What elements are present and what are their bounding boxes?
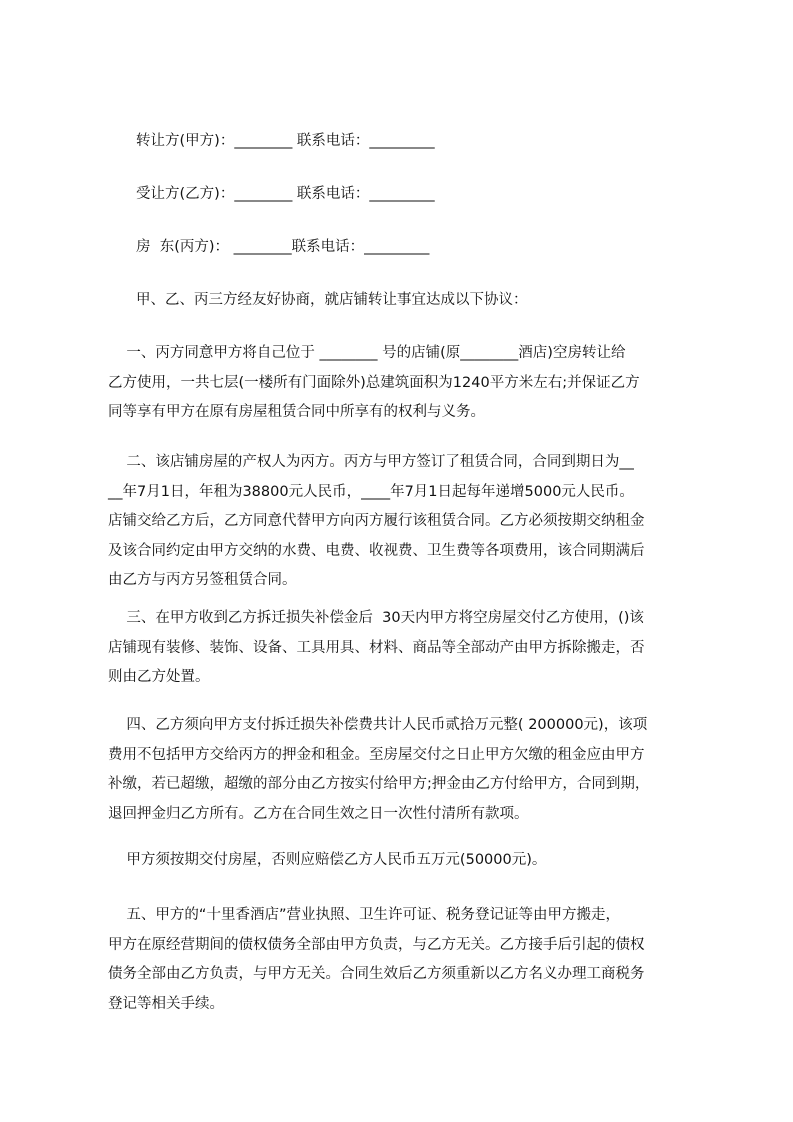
clause-1-line: 乙方使用，一共七层(一楼所有门面除外)总建筑面积为1240平方米左右;并保证乙方 (108, 374, 640, 391)
clause-2-line: 及该合同约定由甲方交纳的水费、电费、收视费、卫生费等各项费用，该合同期满后 (108, 542, 645, 559)
clause-4-line: 退回押金归乙方所有。乙方在合同生效之日一次性付清所有款项。 (108, 805, 529, 822)
clause-3-line: 三、在甲方收到乙方拆迁损失补偿金后 30天内甲方将空房屋交付乙方使用，()该 (108, 610, 644, 626)
clause-4-line: 四、乙方须向甲方支付拆迁损失补偿费共计人民币贰拾万元整( 200000元)，该项 (108, 717, 648, 733)
clause-2-line: 二、该店铺房屋的产权人为丙方。丙方与甲方签订了租赁合同，合同到期日为__ (108, 454, 634, 470)
clause-4-line: 补缴，若已超缴，超缴的部分由乙方按实付给甲方;押金由乙方付给甲方，合同到期， (108, 776, 650, 792)
transferor-line: 转让方(甲方)：________ 联系电话：_________ (136, 133, 435, 149)
transferee-line: 受让方(乙方)：________ 联系电话：_________ (136, 186, 435, 202)
clause-4-line: 费用不包括甲方交给丙方的押金和租金。至房屋交付之日止甲方欠缴的租金应由甲方 (108, 746, 645, 763)
clause-5-line: 登记等相关手续。 (108, 995, 224, 1012)
clause-2-line: 店铺交给乙方后，乙方同意代替甲方向丙方履行该租赁合同。乙方必须按期交纳租金 (108, 513, 645, 529)
clause-5 (108, 901, 698, 1019)
clause-3-line: 店铺现有装修、装饰、设备、工具用具、材料、商品等全部动产由甲方拆除搬走，否 (108, 639, 645, 656)
clause-2-line: 由乙方与丙方另签租赁合同。 (108, 572, 297, 588)
clause-3 (108, 604, 698, 693)
clause-1-line: 同等享有甲方在原有房屋租赁合同中所享有的权利与义务。 (108, 404, 485, 420)
intro-line: 甲、乙、丙三方经友好协商，就店铺转让事宜达成以下协议： (136, 292, 528, 308)
clause-2-line: __年7月1日，年租为38800元人民币，____年7月1日起每年递增5000元人民币。 (108, 483, 634, 500)
clause-4 (108, 711, 698, 829)
clause-5-line: 债务全部由乙方负责，与甲方无关。合同生效后乙方须重新以乙方名义办理工商税务 (108, 966, 645, 982)
clause-5-line: 甲方在原经营期间的债权债务全部由甲方负责，与乙方无关。乙方接手后引起的债权 (108, 936, 645, 953)
clause-4-penalty-line: 甲方须按期交付房屋，否则应赔偿乙方人民币五万元(50000元)。 (108, 852, 547, 868)
clause-3-line: 则由乙方处置。 (108, 669, 210, 685)
clause-1 (108, 339, 698, 428)
clause-1-line: 一、丙方同意甲方将自己位于 ________ 号的店铺(原________酒店)空房转让给 (108, 345, 626, 361)
clause-2 (108, 448, 698, 596)
clause-5-line: 五、甲方的“十里香酒店”营业执照、卫生许可证、税务登记证等由甲方搬走， (108, 907, 620, 923)
clause-4-penalty (108, 846, 698, 876)
landlord-line: 房 东(丙方)： ________联系电话：_________ (136, 239, 430, 255)
